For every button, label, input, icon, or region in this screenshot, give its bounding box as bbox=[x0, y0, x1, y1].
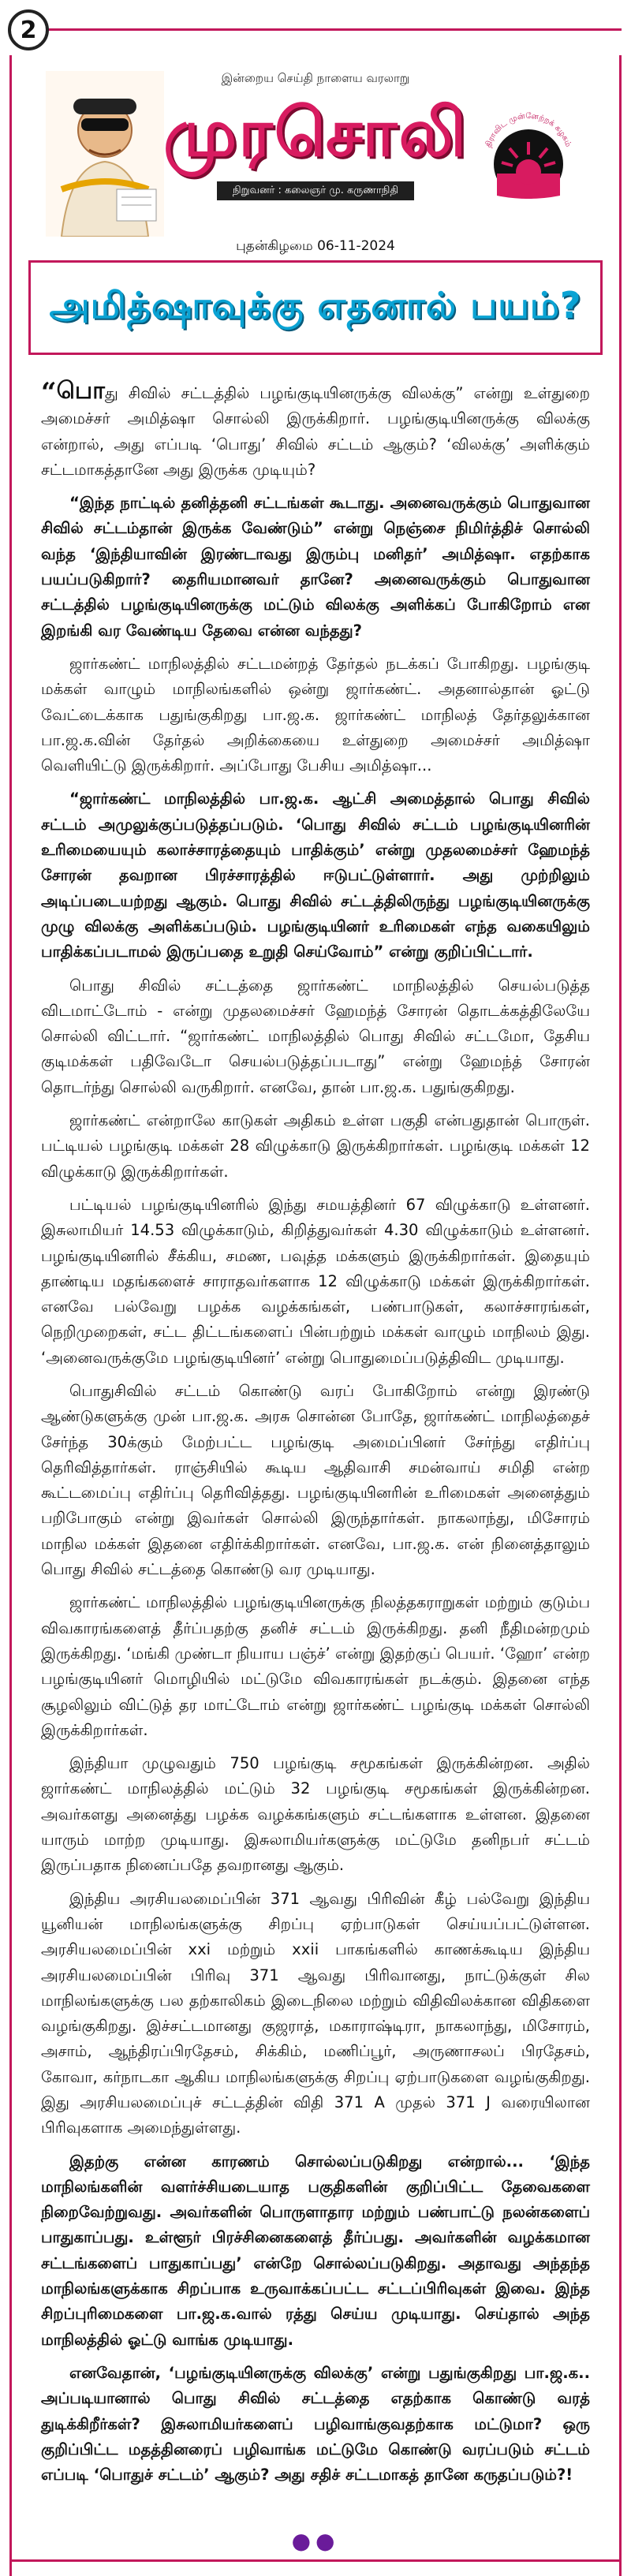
top-bar bbox=[0, 0, 631, 55]
emblem-text: திராவிட முன்னேற்றக் கழகம் bbox=[484, 111, 573, 149]
article-paragraph: பட்டியல் பழங்குடியினரில் இந்து சமயத்தினர் 67 விழுக்காடு உள்ளனர். இசுலாமியர் 14.53 விழுக்காடும், கிறித்துவர்கள் 4.30 விழுக்காடும் உள்ளனர். பழங்குடியினரில் சீக்கிய, சமண, பவுத்த மக்களும் இருக்கிறார்கள். இதையும் தாண்டிய மதங்களைச் சாராதவர்களாக 12 விழுக்காடு மக்கள் இருக்கிறார்கள். எனவே பல்வேறு பழக்க வழக்கங்கள், பண்பாடுகள், கலாச்சாரங்கள், நெறிமுறைகள், சட்ட திட்டங்களைப் பின்பற்றும் மக்கள் வாழும் மாநிலம் இது. ‘அனைவருக்குமே பழங்குடியினர்’ என்று பொதுமைப்படுத்திவிட முடியாது. bbox=[41, 1195, 590, 1367]
lead-drop-word: பொ bbox=[56, 377, 105, 405]
article-paragraph: பொதுசிவில் சட்டம் கொண்டு வரப் போகிறோம் என்று இரண்டு ஆண்டுகளுக்கு முன் பா.ஜ.க. அரசு சொன்ன போதே, ஜார்கண்ட் மாநிலத்தைச் சேர்ந்த 30க்கும் மேற்பட்ட பழங்குடி அமைப்பினர் சேர்ந்து எதிர்ப்பு தெரிவித்தார்கள். ராஞ்சியில் கூடிய ஆதிவாசி சமன்வாய் சமிதி என்ற கூட்டமைப்பு எதிர்ப்பு தெரிவித்தது. பழங்குடியினரின் உரிமைகள் அனைத்தும் பறிபோகும் என்று இவர்கள் சொல்லி இருந்தார்கள். நாகலாந்து, மிசோரம் மாநில மக்கள் இதனை எதிர்க்கிறார்கள். எனவே, பா.ஜ.க. என் நினைத்தாலும் பொது சிவில் சட்டத்தை கொண்டு வர முடியாது. bbox=[41, 1381, 590, 1579]
issue-date: புதன்கிழமை 06-11-2024 bbox=[236, 238, 395, 254]
article-paragraph: ஜார்கண்ட் மாநிலத்தில் பழங்குடியினருக்கு நிலத்தகராறுகள் மற்றும் குடும்ப விவகாரங்களைத் தீர்ப்பதற்கு தனிச் சட்டம் இருக்கிறது. தனி நீதிமன்றமும் இருக்கிறது. ‘மங்கி முண்டா நியாய பஞ்ச்’ என்று இதற்குப் பெயர். ‘ஹோ’ என்ற பழங்குடியினர் மொழியில் மட்டுமே விவகாரங்கள் நடக்கும். இதனை எந்த சூழலிலும் விட்டுத் தர மாட்டோம் என்று ஜார்கண்ட் பழங்குடி மக்கள் சொல்லி இருக்கிறார்கள். bbox=[41, 1593, 590, 1739]
article-paragraph: இதற்கு என்ன காரணம் சொல்லப்படுகிறது என்றால்... ‘இந்த மாநிலங்களின் வளர்ச்சியடையாத பகுதிகளின் குறிப்பிட்ட தேவைகளை நிறைவேற்றுவது. அவர்களின் பொருளாதார மற்றும் பண்பாட்டு நலன்களைப் பாதுகாப்பது. உள்ளூர் பிரச்சினைகளைத் தீர்ப்பது. அவர்களின் வழக்கமான சட்டங்களைப் பாதுகாப்பது’ என்றே சொல்லப்படுகிறது. அதாவது அந்தந்த மாநிலங்களுக்காக சிறப்பாக உருவாக்கப்பட்ட சட்டப்பிரிவுகள் இவை. இந்த சிறப்புரிமைகளை பா.ஜ.க.வால் ரத்து செய்ய முடியாது. செய்தால் அந்த மாநிலத்தில் ஓட்டு வாங்க முடியாது. bbox=[41, 2152, 590, 2349]
bottom-rule bbox=[9, 2559, 622, 2562]
article-paragraph: “ஜார்கண்ட் மாநிலத்தில் பா.ஜ.க. ஆட்சி அமைத்தால் பொது சிவில் சட்டம் அமுலுக்குப்படுத்தப்படும். ‘பொது சிவில் சட்டம் பழங்குடியினரின் உரிமையையும் கலாச்சாரத்தையும் பாதிக்கும்’ என்று முதலமைச்சர் ஹேமந்த் சோரன் தவறான பிரச்சாரத்தில் ஈடுபட்டுள்ளார். அது முற்றிலும் அடிப்படையற்றது ஆகும். பொது சிவில் சட்டத்திலிருந்து பழங்குடியினருக்கு முழு விலக்கு அளிக்கப்படும். பழங்குடியினர் உரிமைகள் எந்த வகையிலும் பாதிக்கப்படாமல் இருப்பதை உறுதி செய்வோம்” என்று குறிப்பிட்டார். bbox=[41, 790, 590, 961]
opening-quote: “ bbox=[41, 377, 57, 409]
newspaper-logo: முரசொலி bbox=[163, 94, 468, 171]
article-paragraph: இந்தியா முழுவதும் 750 பழங்குடி சமூகங்கள் இருக்கின்றன. அதில் ஜார்கண்ட் மாநிலத்தில் மட்டும் 32 பழங்குடி சமூகங்கள் இருக்கின்றன. அவர்களது அனைத்து பழக்க வழக்கங்களும் சட்டங்களாக உள்ளன. இதனை யாரும் மாற்ற முடியாது. இசுலாமியர்களுக்கு மட்டுமே தனிநபர் சட்டம் இருப்பதாக நினைப்பதே தவறானது ஆகும். bbox=[41, 1754, 590, 1875]
article-paragraph: ஜார்கண்ட் என்றாலே காடுகள் அதிகம் உள்ள பகுதி என்பதுதான் பொருள். பட்டியல் பழங்குடி மக்கள் 28 விழுக்காடு இருக்கிறார்கள். பழங்குடி மக்கள் 12 விழுக்காடு இருக்கிறார்கள். bbox=[41, 1111, 590, 1181]
right-border bbox=[619, 55, 622, 2576]
article-paragraph: இந்திய அரசியலமைப்பின் 371 ஆவது பிரிவின் கீழ் பல்வேறு இந்திய யூனியன் மாநிலங்களுக்கு சிறப்பு ஏற்பாடுகள் செய்யப்பட்டுள்ளன. அரசியலமைப்பின் xxi மற்றும் xxii பாகங்களில் காணக்கூடிய இந்திய அரசியலமைப்பின் பிரிவு 371 ஆவது பிரிவானது, நாட்டுக்குள் சில மாநிலங்களுக்கு பல தற்காலிகம் இடைநிலை மற்றும் விதிவிலக்கான விதிகளை வழங்குகிறது. இச்சட்டமானது குஜராத், மகாராஷ்டிரா, நாகலாந்து, மிசோரம், அசாம், ஆந்திரப்பிரதேசம், சிக்கிம், மணிப்பூர், அருணாசலப் பிரதேசம், கோவா, கர்நாடகா ஆகிய மாநிலங்களுக்கு சிறப்பு ஏற்பாடுகளை வழங்குகிறது. இது அரசியலமைப்புச் சட்டத்தின் விதி 371 A முதல் 371 J வரையிலான பிரிவுகளாக அமைந்துள்ளது. bbox=[41, 1889, 590, 2137]
article-body bbox=[41, 379, 590, 2496]
article-end-mark: ●● bbox=[291, 2528, 340, 2554]
top-rule bbox=[47, 28, 622, 31]
paragraph-text: து சிவில் சட்டத்தில் பழங்குடியினருக்கு விலக்கு” என்று உள்துறை அமைச்சர் அமித்ஷா சொல்லி இருக்கிறார். பழங்குடியினருக்கு விலக்கு என்றால், அது எப்படி ‘பொது’ சிவில் சட்டம் ஆகும்? ‘விலக்கு’ அளிக்கும் சட்டமாகத்தானே அது இருக்க முடியும்? bbox=[41, 384, 590, 479]
article-paragraph: எனவேதான், ‘பழங்குடியினருக்கு விலக்கு’ என்று பதுங்குகிறது பா.ஜ.க.. அப்படியானால் பொது சிவில் சட்டத்தை எதற்காக கொண்டு வரத் துடிக்கிறீர்கள்? இசுலாமியர்களைப் பழிவாங்குவதற்காக மட்டுமா? ஒரு குறிப்பிட்ட மதத்தினரைப் பழிவாங்க மட்டுமே கொண்டு வரப்படும் சட்டம் எப்படி ‘பொதுச் சட்டம்’ ஆகும்? அது சதிச் சட்டமாகத் தானே கருதப்படும்?! bbox=[41, 2363, 590, 2485]
article-paragraph: “இந்த நாட்டில் தனித்தனி சட்டங்கள் கூடாது. அனைவருக்கும் பொதுவான சிவில் சட்டம்தான் இருக்க வேண்டும்” என்று நெஞ்சை நிமிர்த்திச் சொல்லி வந்த ‘இந்தியாவின் இரண்டாவது இரும்பு மனிதர்’ அமித்ஷா. எதற்காக பயப்படுகிறார்? தைரியமானவர் தானே? அனைவருக்கும் பொதுவான சட்டத்தில் பழங்குடியினருக்கு மட்டும் விலக்கு அளிக்கப் போகிறோம் என இறங்கி வர வேண்டிய தேவை என்ன வந்தது? bbox=[41, 494, 590, 640]
article-headline: அமித்ஷாவுக்கு எதனால் பயம்? bbox=[49, 283, 582, 327]
article-paragraph bbox=[41, 379, 590, 483]
rising-sun-emblem-icon bbox=[473, 103, 584, 213]
article-paragraph: பொது சிவில் சட்டத்தை ஜார்கண்ட் மாநிலத்தில் செயல்படுத்த விடமாட்டோம் - என்று முதலமைச்சர் ஹேமந்த் சோரன் தொடக்கத்திலேயே சொல்லி விட்டார். “ஜார்கண்ட் மாநிலத்தில் பொது சிவில் சட்டமோ, தேசிய குடிமக்கள் பதிவேடோ செயல்படுத்தப்படாது” என்று ஹேமந்த் சோரன் தொடர்ந்து சொல்லி வருகிறார். எனவே, தான் பா.ஜ.க. பதுங்குகிறது. bbox=[41, 976, 590, 1096]
article-paragraph: ஜார்கண்ட் மாநிலத்தில் சட்டமன்றத் தேர்தல் நடக்கப் போகிறது. பழங்குடி மக்கள் வாழும் மாநிலங்களில் ஒன்று ஜார்கண்ட். அதனால்தான் ஓட்டு வேட்டைக்காக பதுங்குகிறது பா.ஜ.க. ஜார்கண்ட் மாநிலத் தேர்தலுக்கான பா.ஜ.க.வின் தேர்தல் அறிக்கையை உள்துறை அமைச்சர் அமித்ஷா வெளியிட்டு இருக்கிறார். அப்போது பேசிய அமித்ஷா... bbox=[41, 654, 590, 775]
masthead bbox=[32, 55, 599, 256]
founder-label: நிறுவனர் : கலைஞர் மு. கருணாநிதி bbox=[217, 181, 414, 200]
left-border bbox=[9, 55, 12, 2576]
page-number: 2 bbox=[8, 9, 49, 50]
headline-box bbox=[28, 260, 603, 355]
masthead-tagline: இன்றைய செய்தி நாளைய வரலாறு bbox=[221, 71, 410, 85]
